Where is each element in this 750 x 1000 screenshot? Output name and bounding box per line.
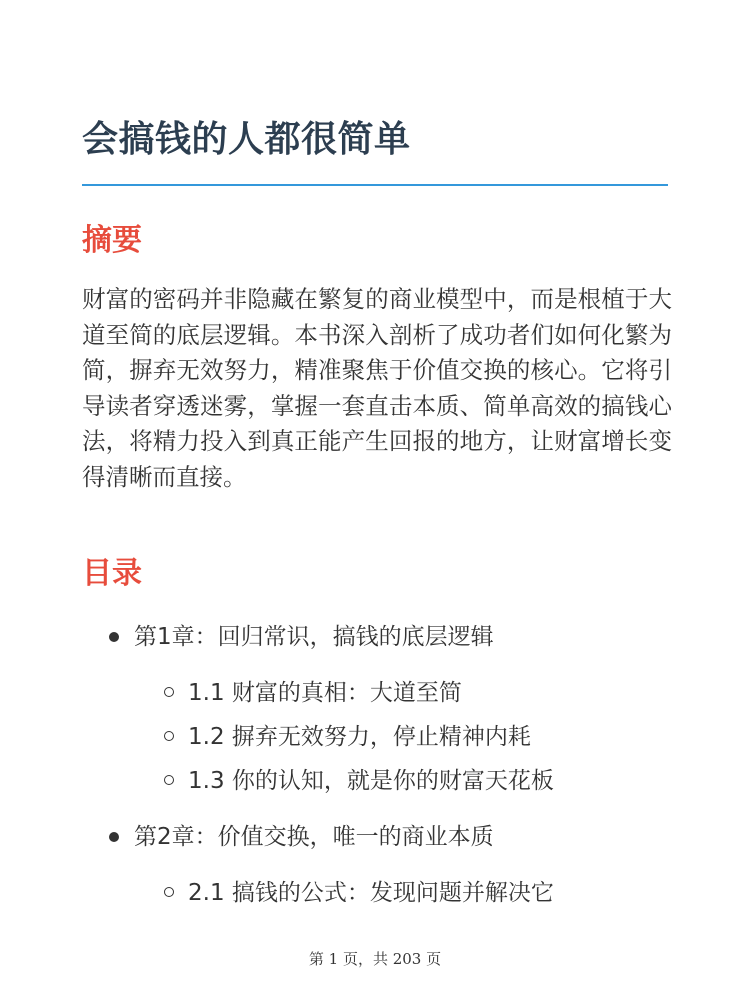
toc-heading: 目录 xyxy=(82,556,142,591)
bullet-dot-icon xyxy=(109,832,119,842)
toc-section-2-1[interactable] xyxy=(82,871,682,915)
toc-chapter-2-sections xyxy=(82,859,682,927)
abstract-heading: 摘要 xyxy=(82,223,142,258)
bullet-dot-icon xyxy=(109,632,119,642)
toc-section-label: 2.1 搞钱的公式：发现问题并解决它 xyxy=(188,880,554,906)
abstract-paragraph: 财富的密码并非隐藏在繁复的商业模型中，而是根植于大道至简的底层逻辑。本书深入剖析了成功者们如何化繁为简，摒弃无效努力，精准聚焦于价值交换的核心。它将引导读者穿透迷雾，掌握一套直击本质、简单高效的搞钱心法，将精力投入到真正能产生回报的地方，让财富增长变得清晰而直接。 xyxy=(82,285,672,491)
toc-chapter-1[interactable] xyxy=(82,615,682,659)
bullet-circle-icon xyxy=(164,775,174,785)
bullet-circle-icon xyxy=(164,731,174,741)
toc-chapter-label: 第2章：价值交换，唯一的商业本质 xyxy=(134,824,494,850)
toc-chapter-1-sections xyxy=(82,659,682,815)
toc-section-label: 1.1 财富的真相：大道至简 xyxy=(188,680,462,706)
toc-section-1-1[interactable] xyxy=(82,671,682,715)
toc-section-label: 1.3 你的认知，就是你的财富天花板 xyxy=(188,768,554,794)
bullet-circle-icon xyxy=(164,687,174,697)
title-divider xyxy=(82,184,668,186)
bullet-circle-icon xyxy=(164,887,174,897)
toc-chapter-2[interactable] xyxy=(82,815,682,859)
page-number-footer: 第 1 页，共 203 页 xyxy=(308,950,442,968)
document-title: 会搞钱的人都很简单 xyxy=(82,119,411,160)
toc-chapter-label: 第1章：回归常识，搞钱的底层逻辑 xyxy=(134,624,494,650)
table-of-contents xyxy=(82,615,682,927)
toc-section-label: 1.2 摒弃无效努力，停止精神内耗 xyxy=(188,724,531,750)
toc-section-1-3[interactable] xyxy=(82,759,682,803)
toc-section-1-2[interactable] xyxy=(82,715,682,759)
